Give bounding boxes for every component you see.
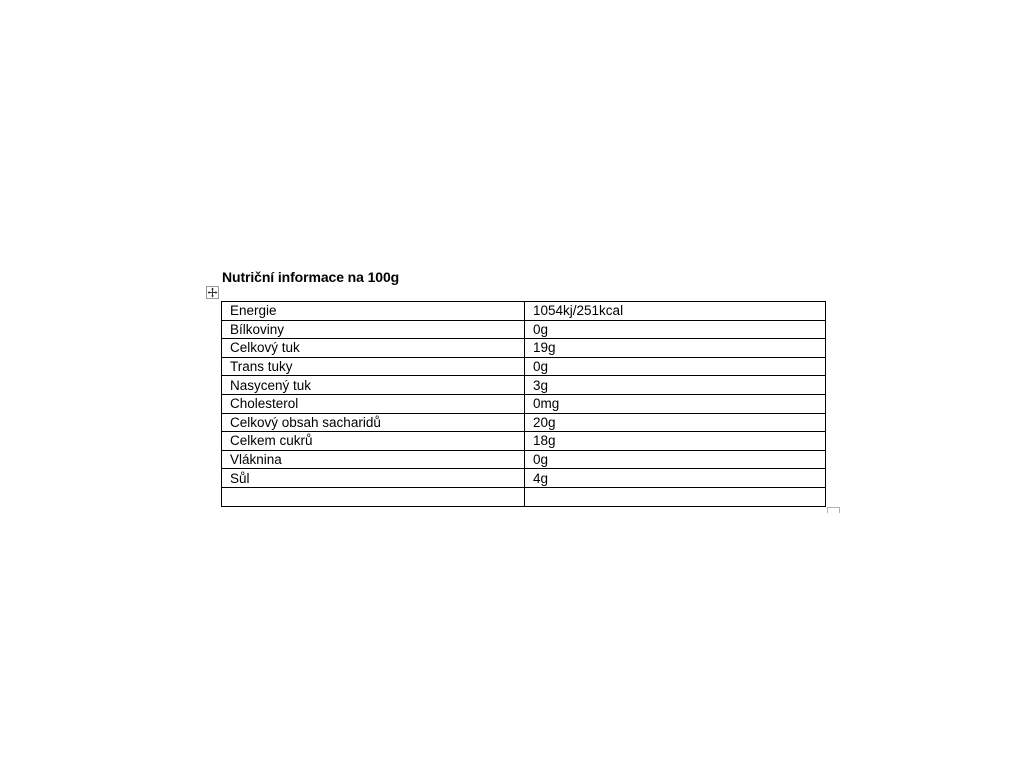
nutrient-value-cell[interactable] (525, 487, 826, 506)
nutrient-name-cell[interactable]: Celkový obsah sacharidů (222, 413, 525, 432)
nutrient-name-cell[interactable]: Cholesterol (222, 394, 525, 413)
table-row-empty (222, 487, 826, 506)
nutrient-name-cell[interactable]: Nasycený tuk (222, 376, 525, 395)
table-row (222, 413, 826, 432)
nutrient-value-cell[interactable]: 0g (525, 320, 826, 339)
nutrient-name-cell[interactable]: Vláknina (222, 450, 525, 469)
nutrient-value-cell[interactable]: 0g (525, 450, 826, 469)
nutrient-value-cell[interactable]: 18g (525, 432, 826, 451)
nutrient-name-cell[interactable]: Celkový tuk (222, 339, 525, 358)
document-title: Nutriční informace na 100g (222, 269, 400, 285)
table-row (222, 376, 826, 395)
table-row (222, 320, 826, 339)
nutrient-name-cell[interactable] (222, 487, 525, 506)
nutrient-name-cell[interactable]: Sůl (222, 469, 525, 488)
table-row (222, 469, 826, 488)
table-row (222, 432, 826, 451)
nutrient-value-cell[interactable]: 0mg (525, 394, 826, 413)
table-row (222, 302, 826, 321)
nutrient-value-cell[interactable]: 0g (525, 357, 826, 376)
table-row (222, 450, 826, 469)
table-move-handle[interactable] (206, 286, 219, 299)
nutrient-value-cell[interactable]: 3g (525, 376, 826, 395)
nutrition-table (221, 301, 826, 507)
nutrient-value-cell[interactable]: 19g (525, 339, 826, 358)
nutrient-value-cell[interactable]: 1054kj/251kcal (525, 302, 826, 321)
table-row (222, 357, 826, 376)
nutrient-name-cell[interactable]: Celkem cukrů (222, 432, 525, 451)
nutrient-value-cell[interactable]: 4g (525, 469, 826, 488)
nutrient-name-cell[interactable]: Energie (222, 302, 525, 321)
table-row (222, 339, 826, 358)
move-arrows-icon (207, 287, 218, 298)
table-row (222, 394, 826, 413)
table-resize-icon[interactable] (827, 507, 840, 513)
nutrient-value-cell[interactable]: 20g (525, 413, 826, 432)
nutrient-name-cell[interactable]: Bílkoviny (222, 320, 525, 339)
nutrient-name-cell[interactable]: Trans tuky (222, 357, 525, 376)
